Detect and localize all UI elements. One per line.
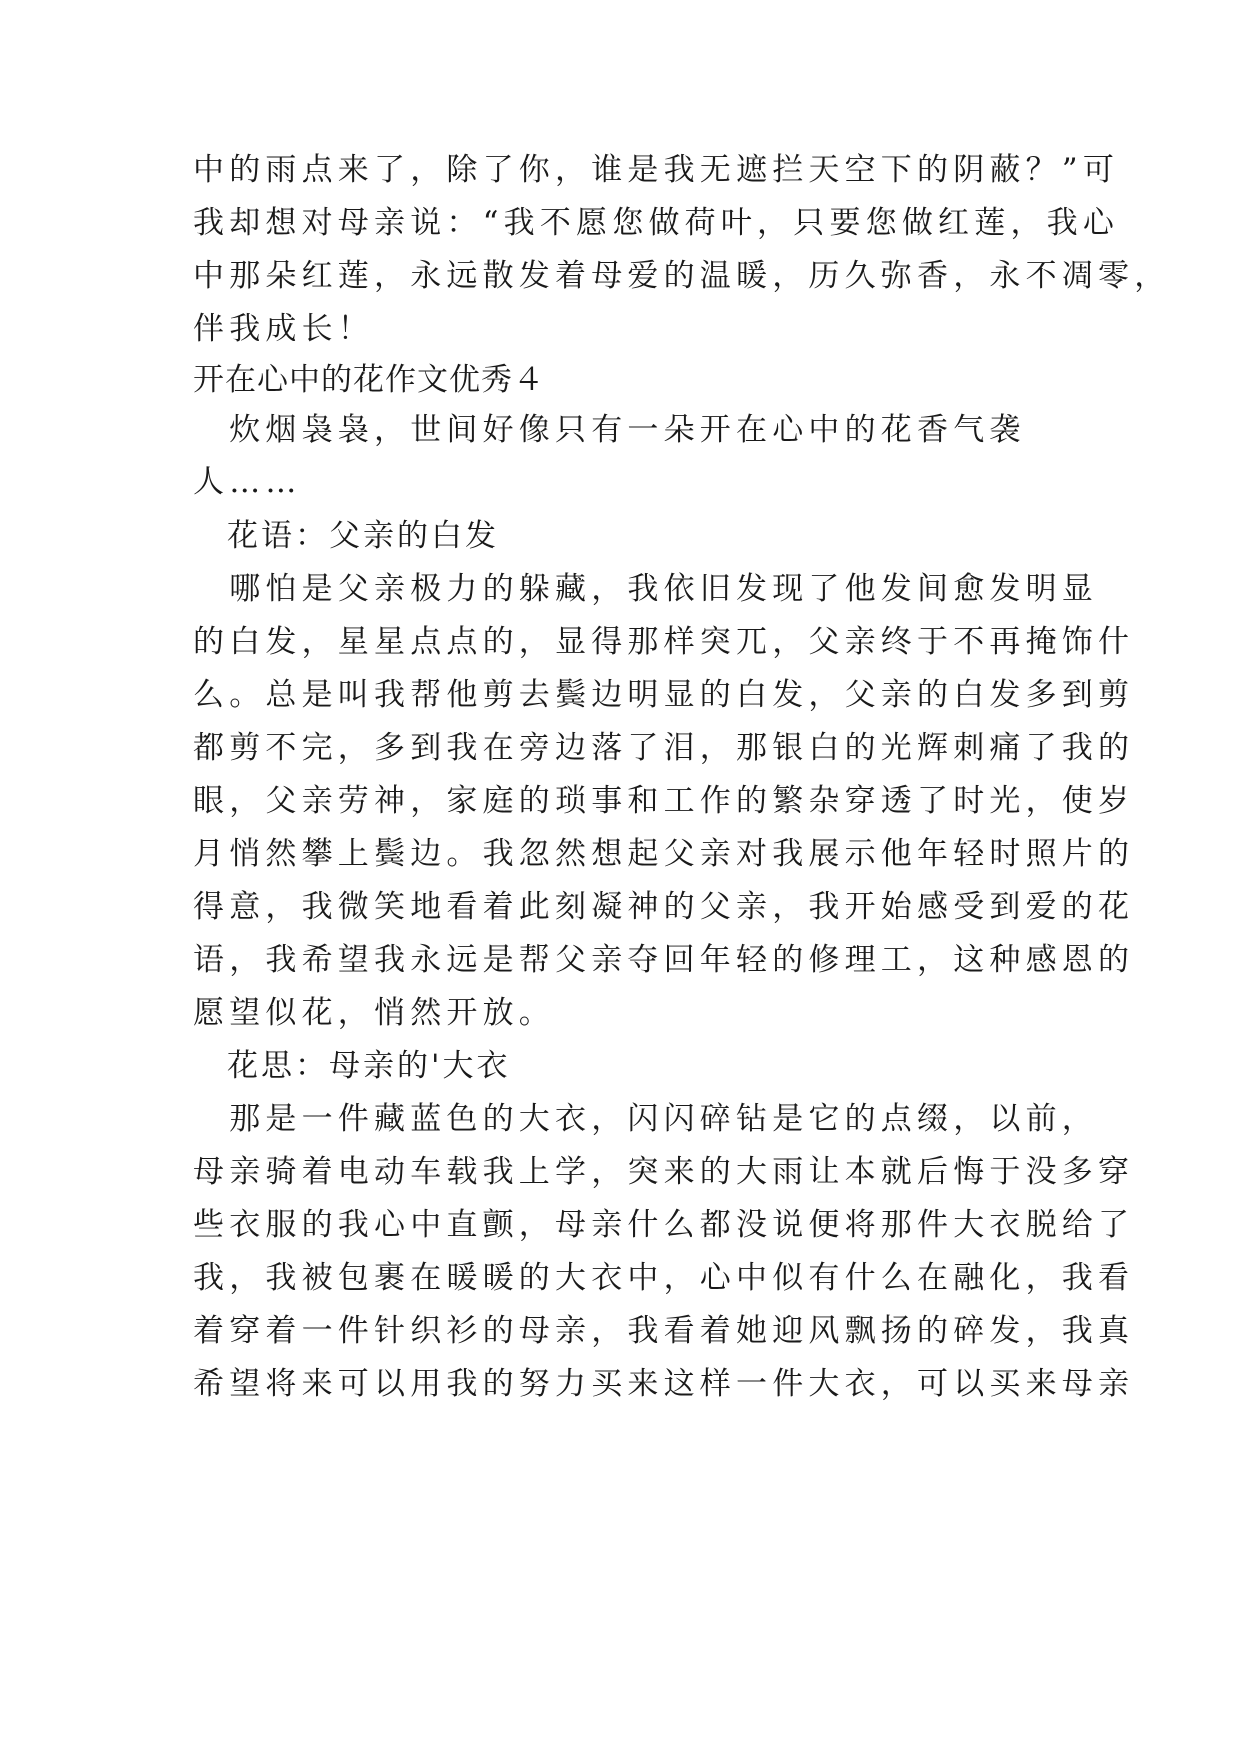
text-line: 月悄然攀上鬓边。我忽然想起父亲对我展示他年轻时照片的 xyxy=(193,836,1135,872)
text-line: 愿望似花，悄然开放。 xyxy=(193,995,555,1031)
subheading: 花语：父亲的白发 xyxy=(193,518,499,554)
section-title: 开在心中的花作文优秀４ xyxy=(193,362,545,398)
text-line: 伴我成长！ xyxy=(193,311,374,347)
text-line: 哪怕是父亲极力的躲藏，我依旧发现了他发间愈发明显 xyxy=(193,571,1098,607)
text-line: 么。总是叫我帮他剪去鬓边明显的白发，父亲的白发多到剪 xyxy=(193,677,1135,713)
text-line: 我却想对母亲说：“我不愿您做荷叶，只要您做红莲，我心 xyxy=(193,205,1120,241)
text-line: 语，我希望我永远是帮父亲夺回年轻的修理工，这种感恩的 xyxy=(193,942,1135,978)
text-line: 炊烟袅袅，世间好像只有一朵开在心中的花香气袭 xyxy=(193,412,1026,448)
text-line: 都剪不完，多到我在旁边落了泪，那银白的光辉刺痛了我的 xyxy=(193,730,1135,766)
text-line: 中的雨点来了，除了你，谁是我无遮拦天空下的阴蔽？”可 xyxy=(193,152,1120,188)
text-line: 母亲骑着电动车载我上学，突来的大雨让本就后悔于没多穿 xyxy=(193,1154,1135,1190)
text-line: 得意，我微笑地看着此刻凝神的父亲，我开始感受到爱的花 xyxy=(193,889,1135,925)
text-line: 希望将来可以用我的努力买来这样一件大衣，可以买来母亲 xyxy=(193,1366,1135,1402)
text-line: 我，我被包裹在暖暖的大衣中，心中似有什么在融化，我看 xyxy=(193,1260,1135,1296)
text-line: 眼，父亲劳神，家庭的琐事和工作的繁杂穿透了时光，使岁 xyxy=(193,783,1135,819)
text-line: 中那朵红莲，永远散发着母爱的温暖，历久弥香，永不凋零， xyxy=(193,258,1171,294)
text-line: 着穿着一件针织衫的母亲，我看着她迎风飘扬的碎发，我真 xyxy=(193,1313,1135,1349)
text-line: 人…… xyxy=(193,464,302,500)
subheading: 花思：母亲的'大衣 xyxy=(193,1048,511,1084)
text-line: 些衣服的我心中直颤，母亲什么都没说便将那件大衣脱给了 xyxy=(193,1207,1135,1243)
text-line: 那是一件藏蓝色的大衣，闪闪碎钻是它的点缀，以前， xyxy=(193,1101,1098,1137)
text-line: 的白发，星星点点的，显得那样突兀，父亲终于不再掩饰什 xyxy=(193,624,1135,660)
